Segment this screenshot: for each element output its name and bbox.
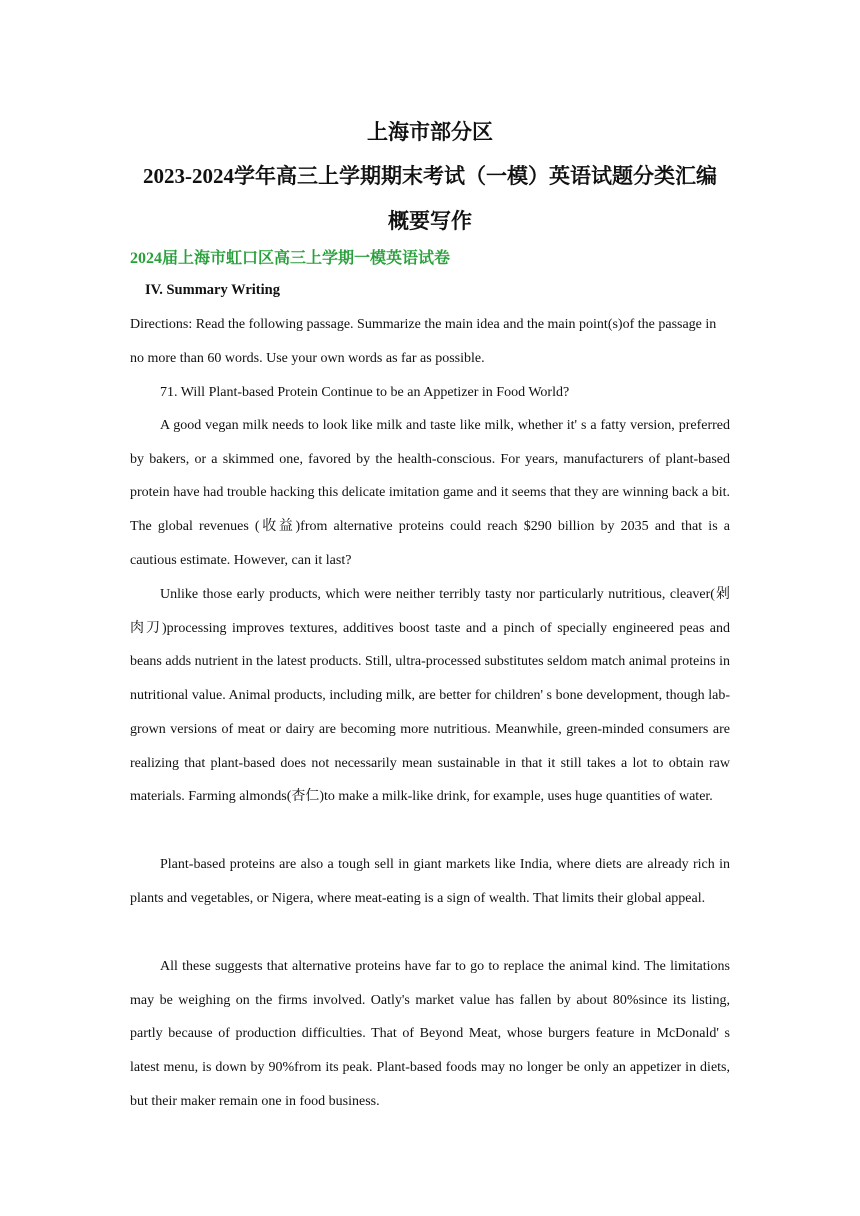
- section-title: 2024届上海市虹口区高三上学期一模英语试卷: [130, 250, 451, 267]
- document-title-region: 上海市部分区: [367, 120, 493, 144]
- document-title-exam: 2023-2024学年高三上学期期末考试（一模）英语试题分类汇编: [143, 164, 717, 188]
- document-title-category: 概要写作: [388, 209, 472, 233]
- directions-text: Directions: Read the following passage. Summarize the main idea and the main point(s)of the passage in no more than 60 words. Use your own words as far as possible.: [130, 317, 717, 366]
- passage-paragraph-2: Unlike those early products, which were neither terribly tasty nor particularly nutritious, cleaver(剁肉刀)processing improves textures, additives boost taste and a pinch of specially engineered peas and beans adds nutrient in the latest products. Still, ultra-processed substitutes seldom match animal proteins in nutritional value. Animal products, including milk, are better for children' s bone development, though lab- grown versions of meat or dairy are becoming more nutritious. Meanwhile, green-minded consumers are realizing that plant-based does not necessarily mean sustainable in that it still takes a lot to obtain raw materials. Farming almonds(杏仁)to make a milk-like drink, for example, uses huge quantities of water.: [130, 587, 730, 805]
- passage-paragraph-4: All these suggests that alternative proteins have far to go to replace the animal kind. The limitations may be weighing on the firms involved. Oatly's market value has fallen by about 80%since its listing, partly because of production difficulties. That of Beyond Meat, whose burgers feature in McDonald' s latest menu, is down by 90%from its peak. Plant-based foods may no longer be only an appetizer in diets, but their maker remain one in food business.: [130, 959, 730, 1109]
- part-heading: IV. Summary Writing: [145, 282, 280, 298]
- question-title: 71. Will Plant-based Protein Continue to be an Appetizer in Food World?: [160, 385, 570, 400]
- passage-paragraph-1: A good vegan milk needs to look like milk and taste like milk, whether it' s a fatty version, preferred by bakers, or a skimmed one, favored by the health-conscious. For years, manufacturers of plant-based protein have had trouble hacking this delicate imitation game and it seems that they are winning back a bit. The global revenues (收益)from alternative proteins could reach $290 billion by 2035 and that is a cautious estimate. However, can it last?: [130, 418, 730, 568]
- passage-paragraph-3: Plant-based proteins are also a tough sell in giant markets like India, where diets are already rich in plants and vegetables, or Nigera, where meat-eating is a sign of wealth. That limits their global appeal.: [130, 857, 730, 906]
